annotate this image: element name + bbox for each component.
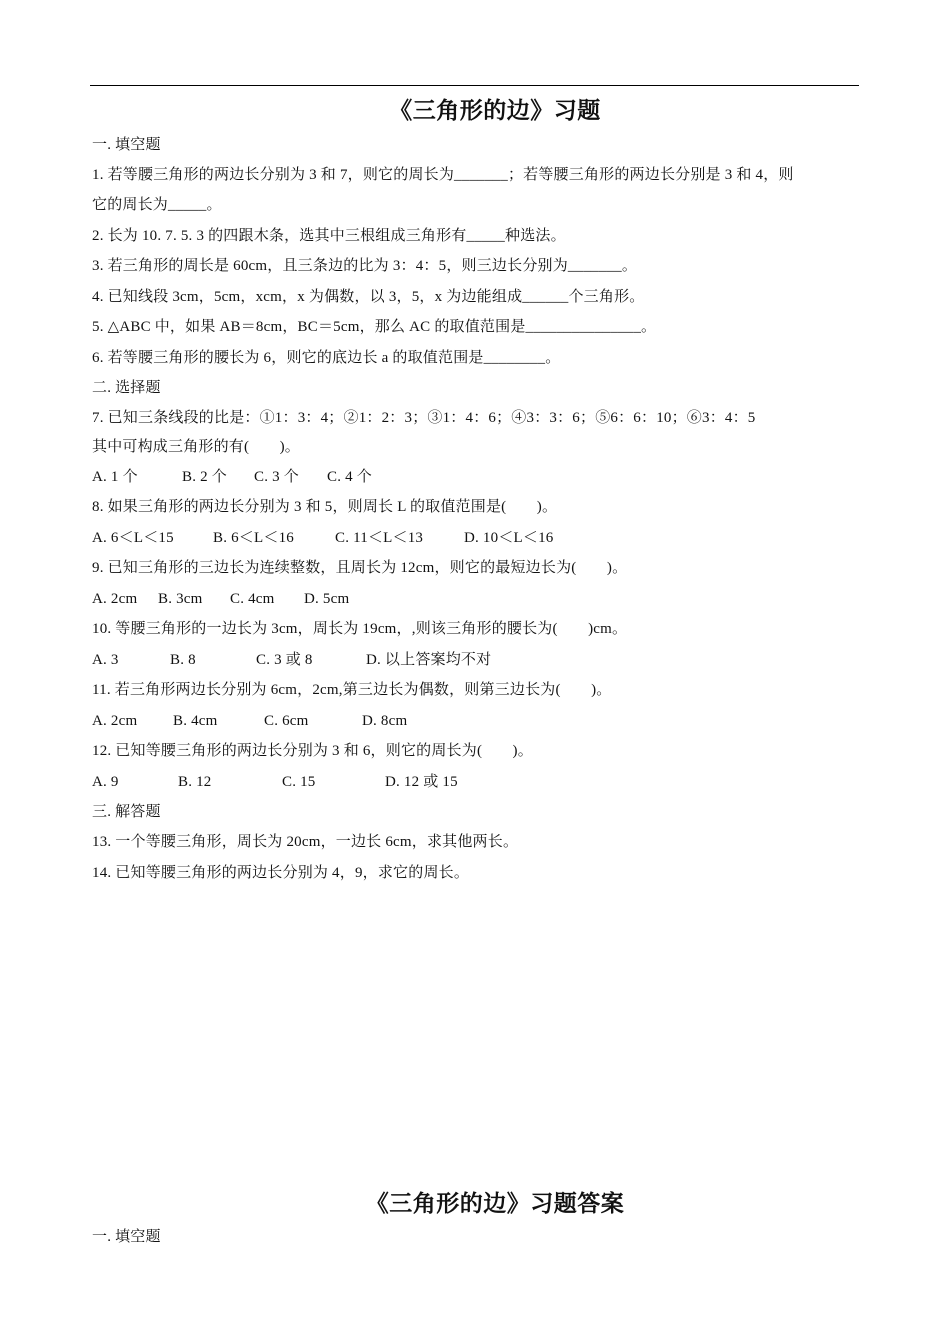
header-rule: [90, 85, 859, 86]
options-q7: [92, 468, 372, 486]
options-q11: [92, 712, 407, 730]
options-q8: [92, 529, 554, 547]
option-a: A. 3: [92, 652, 119, 668]
option-b: B. 12: [178, 774, 212, 790]
question-text: 9. 已知三角形的三边长为连续整数，且周长为 12cm，则它的最短边长为( )。: [92, 560, 628, 576]
option-c: C. 4cm: [230, 591, 275, 607]
option-d: D. 8cm: [362, 713, 408, 729]
question-text: 1. 若等腰三角形的两边长分别为 3 和 7，则它的周长为_______；若等腰三角形的两边长分别是 3 和 4，则: [92, 167, 794, 183]
option-d: D. 5cm: [304, 591, 350, 607]
option-c: C. 6cm: [264, 713, 309, 729]
question-text: 它的周长为_____。: [92, 197, 222, 213]
option-a: A. 2cm: [92, 713, 138, 729]
question-text: 3. 若三角形的周长是 60cm，且三条边的比为 3：4：5，则三边长分别为_______。: [92, 258, 638, 274]
option-a: A. 9: [92, 774, 119, 790]
option-a: A. 6＜L＜15: [92, 530, 174, 546]
option-d: C. 4 个: [327, 469, 372, 485]
option-d: D. 以上答案均不对: [366, 652, 492, 668]
section-heading: 一. 填空题: [92, 1229, 161, 1245]
question-text: 6. 若等腰三角形的腰长为 6，则它的底边长 a 的取值范围是________。: [92, 350, 561, 366]
option-b: B. 3cm: [158, 591, 203, 607]
options-q12: [92, 773, 458, 791]
option-d: D. 12 或 15: [385, 774, 458, 790]
option-a: A. 1 个: [92, 469, 138, 485]
option-b: B. 2 个: [182, 469, 227, 485]
question-text: 8. 如果三角形的两边长分别为 3 和 5，则周长 L 的取值范围是( )。: [92, 499, 558, 515]
option-c: C. 3 个: [254, 469, 299, 485]
option-a: A. 2cm: [92, 591, 138, 607]
page-title: 《三角形的边》习题: [389, 97, 601, 124]
option-c: C. 15: [282, 774, 316, 790]
question-text: 2. 长为 10. 7. 5. 3 的四跟木条，选其中三根组成三角形有_____种选法。: [92, 228, 566, 244]
question-text: 7. 已知三条线段的比是：①1：3：4；②1：2：3；③1：4：6；④3：3：6；⑤6：6：10；⑥3：4：5: [92, 410, 756, 426]
option-d: D. 10＜L＜16: [464, 530, 554, 546]
answers-title: 《三角形的边》习题答案: [365, 1190, 625, 1217]
section-heading: 二. 选择题: [92, 380, 161, 396]
question-text: 12. 已知等腰三角形的两边长分别为 3 和 6，则它的周长为( )。: [92, 743, 533, 759]
option-c: C. 3 或 8: [256, 652, 313, 668]
options-q9: [92, 590, 349, 608]
option-b: B. 4cm: [173, 713, 218, 729]
options-q10: [92, 651, 491, 669]
question-text: 5. △ABC 中，如果 AB＝8cm，BC＝5cm，那么 AC 的取值范围是_______________。: [92, 319, 657, 335]
question-text: 4. 已知线段 3cm，5cm，xcm，x 为偶数，以 3，5，x 为边能组成______个三角形。: [92, 289, 645, 305]
option-b: B. 6＜L＜16: [213, 530, 294, 546]
question-text: 11. 若三角形两边长分别为 6cm，2cm,第三边长为偶数，则第三边长为( )。: [92, 682, 612, 698]
option-c: C. 11＜L＜13: [335, 530, 424, 546]
section-heading: 一. 填空题: [92, 137, 161, 153]
question-text: 14. 已知等腰三角形的两边长分别为 4，9，求它的周长。: [92, 865, 470, 881]
question-text: 其中可构成三角形的有( )。: [92, 439, 300, 455]
question-text: 10. 等腰三角形的一边长为 3cm，周长为 19cm，,则该三角形的腰长为( )cm。: [92, 621, 628, 637]
section-heading: 三. 解答题: [92, 804, 161, 820]
question-text: 13. 一个等腰三角形，周长为 20cm，一边长 6cm，求其他两长。: [92, 834, 519, 850]
option-b: B. 8: [170, 652, 196, 668]
